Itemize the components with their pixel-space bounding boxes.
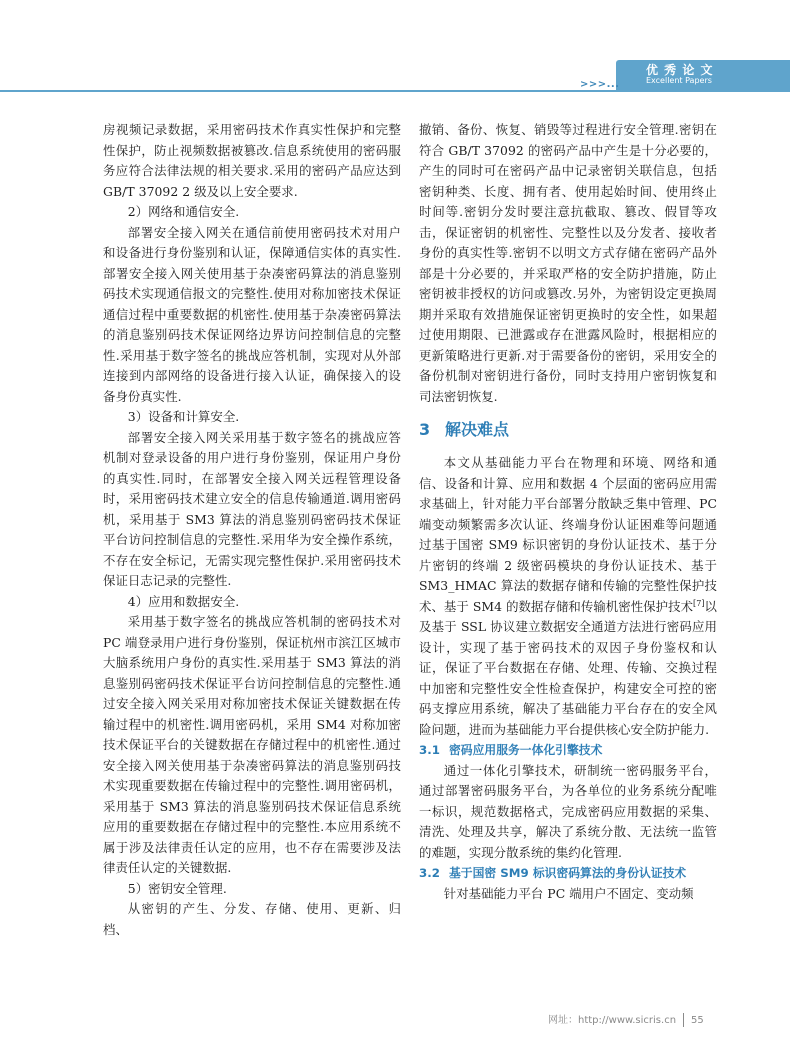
subsection-number: 3.1 — [419, 743, 440, 757]
paragraph-text: 以及基于 SSL 协议建立数据安全通道方法进行密码应用设计，实现了基于密码技术的双因子身份鉴权和认证，保证了平台数据在存储、处理、传输、交换过程中加密和完整性安全性检查保护，构建安全可控的密码支撑应用系统，解决了基础能力平台存在的安全风险问题，进而为基础能力平台提供核心安全防护能力. — [419, 598, 717, 737]
paragraph: 针对基础能力平台 PC 端用户不固定、变动频 — [443, 885, 694, 901]
paragraph-text: 本文从基础能力平台在物理和环境、网络和通信、设备和计算、应用和数据 4 个层面的密码应用需求基础上，针对能力平台部署分散缺乏集中管理、PC 端变动频繁需多次认证、终端身份认证困难等问题通过基于国密 SM9 标识密钥的身份认证技术、基于分片密钥的终端 2 级密码模块的身份认证技术、基于 SM3_HMAC 算法的数据存储和传输的完整性保护技术、基于 SM4 的数据存储和传输机密性保护技术 — [419, 455, 717, 614]
column-name-en: Excellent Papers — [646, 76, 712, 85]
section-title: 解决难点 — [445, 420, 510, 439]
page-number: 55 — [691, 1015, 704, 1026]
paragraph: 撤销、备份、恢复、销毁等过程进行安全管理.密钥在符合 GB/T 37092 的密码产品中产生是十分必要的，产生的同时可在密码产品中记录密钥关联信息，包括密钥种类、长度、拥有者、使用起始时间、使用终止时间等.密钥分发时要注意抗截取、篡改、假冒等攻击，保证密钥的机密性、完整性以及分发者、接收者身份的真实性等.密钥不以明文方式存储在密码产品外部是十分必要的，并采取严格的安全防护措施，防止密钥被非授权的访问或篡改.另外，为密钥设定更换周期并采取有效措施保证密钥更换时的安全性，如果超过使用期限、已泄露或存在泄露风险时，根据相应的更新策略进行更新.对于需要备份的密钥，采用安全的备份机制对密钥进行备份，同时支持用户密钥恢复和司法密钥恢复. — [419, 122, 717, 404]
page-footer — [548, 1011, 704, 1027]
column-header-band — [616, 60, 790, 90]
section-heading — [419, 407, 717, 453]
header-rule — [0, 90, 790, 92]
item-heading: 5）密钥安全管理. — [127, 880, 227, 896]
paragraph: 部署安全接入网关采用基于数字签名的挑战应答机制对登录设备的用户进行身份鉴别，保证用户身份的真实性.同时，在部署安全接入网关远程管理设备时，采用密码技术建立安全的信息传输通道.调用密码机，采用基于 SM3 算法的消息鉴别码密码技术保证平台访问控制信息的完整性.采用华为安全操作系统，不存在安全标记，无需实现完整性保护.采用密码技术保证日志记录的完整性. — [103, 429, 401, 588]
paragraph: 从密钥的产生、分发、存储、使用、更新、归档、 — [103, 901, 401, 937]
section-number: 3 — [419, 420, 431, 439]
item-heading: 2）网络和通信安全. — [127, 204, 240, 219]
citation-ref[interactable]: [7] — [693, 598, 705, 608]
paragraph: 部署安全接入网关在通信前使用密码技术对用户和设备进行身份鉴别和认证，保障通信实体的真实性.部署安全接入网关使用基于杂凑密码算法的消息鉴别码技术实现通信报文的完整性.使用对称加密技术保证通信过程中重要数据的机密性.使用基于杂凑密码算法的消息鉴别码技术保证网络边界访问控制信息的完整性.采用基于数字签名的挑战应答机制，实现对从外部连接到内部网络的设备进行接入认证，确保接入的设备身份真实性. — [103, 224, 401, 404]
subsection-title: 密码应用服务一体化引擎技术 — [449, 743, 603, 757]
paragraph — [419, 453, 717, 740]
item-heading: 4）应用和数据安全. — [127, 593, 240, 609]
right-column — [419, 120, 717, 904]
footer-label: 网址： — [548, 1015, 578, 1026]
subsection-heading — [419, 740, 717, 761]
paragraph: 采用基于数字签名的挑战应答机制的密码技术对 PC 端登录用户进行身份鉴别，保证杭州市滨江区城市大脑系统用户身份的真实性.采用基于 SM3 算法的消息鉴别码密码技术保证平台访问控制信息的完整性.通过安全接入网关采用对称加密技术保证关键数据在传输过程中的机密性.调用密码机，采用 SM4 对称加密技术保证平台的关键数据在存储过程中的机密性.通过安全接入网关使用基于杂凑密码算法的消息鉴别码技术实现重要数据在传输过程中的完整性.调用密码机，采用基于 SM3 算法的消息鉴别码技术保证信息系统应用的重要数据在存储过程中的完整性.本应用系统不属于涉及法律责任认定的应用，也不存在需要涉及法律责任认定的关键数据. — [103, 614, 401, 875]
paragraph: 房视频记录数据，采用密码技术作真实性保护和完整性保护，防止视频数据被篡改.信息系统使用的密码服务应符合法律法规的相关要求.采用的密码产品应达到 GB/T 37092 2 级及以上安全要求. — [103, 122, 401, 199]
left-column — [103, 120, 401, 940]
subsection-title: 基于国密 SM9 标识密码算法的身份认证技术 — [449, 866, 687, 880]
subsection-number: 3.2 — [419, 866, 440, 880]
footer-url[interactable]: http://www.sicris.cn — [578, 1015, 677, 1026]
footer-divider — [683, 1013, 684, 1027]
paragraph: 通过一体化引擎技术，研制统一密码服务平台，通过部署密码服务平台，为各单位的业务系统分配唯一标识，规范数据格式，完成密码应用数据的采集、清洗、处理及共享，解决了系统分散、无法统一监管的难题，实现分散系统的集约化管理. — [419, 762, 717, 860]
subsection-heading — [419, 863, 717, 884]
item-heading: 3）设备和计算安全. — [127, 409, 240, 424]
column-name-cn: 优 秀 论 文 — [646, 63, 714, 77]
header-arrows: >>>... — [580, 79, 620, 90]
